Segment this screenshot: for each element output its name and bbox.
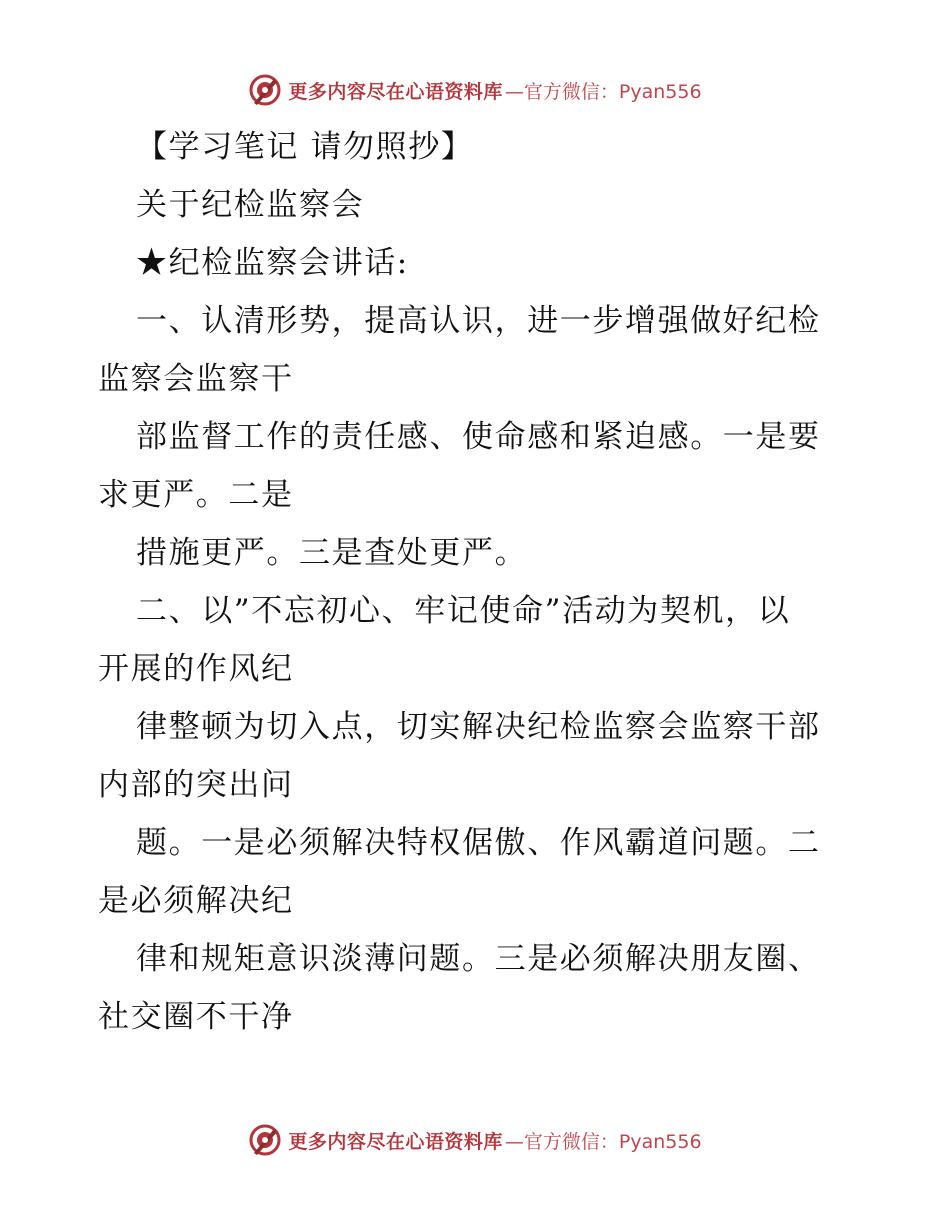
- doc-line-15: 律和规矩意识淡薄问题。三是必须解决朋友圈、: [136, 941, 821, 977]
- doc-line-11: 律整顿为切入点，切实解决纪检监察会监察干部: [136, 709, 821, 745]
- doc-line-3: ★纪检监察会讲话:: [136, 245, 409, 281]
- doc-line-2: 关于纪检监察会: [136, 187, 365, 223]
- doc-line-5: 监察会监察干: [98, 361, 294, 397]
- header-watermark: [0, 70, 950, 110]
- doc-line-4: 一、认清形势，提高认识，进一步增强做好纪检: [136, 303, 821, 339]
- doc-line-12: 内部的突出问: [98, 767, 294, 803]
- header-contact-text: —官方微信：Pyan556: [504, 80, 702, 103]
- doc-line-6: 部监督工作的责任感、使命感和紧迫感。一是要: [136, 419, 821, 455]
- footer-watermark-text: 更多内容尽在心语资料库: [288, 1130, 503, 1153]
- document-body: [98, 118, 858, 1046]
- header-watermark-text: 更多内容尽在心语资料库: [288, 80, 503, 103]
- footer-contact-text: —官方微信：Pyan556: [504, 1130, 702, 1153]
- pen-logo-icon: [248, 1123, 282, 1157]
- pen-logo-icon: [248, 73, 282, 107]
- doc-line-7: 求更严。二是: [98, 477, 294, 513]
- doc-line-14: 是必须解决纪: [98, 883, 294, 919]
- footer-watermark: [0, 1120, 950, 1160]
- doc-line-13: 题。一是必须解决特权倨傲、作风霸道问题。二: [136, 825, 821, 861]
- doc-line-9: 二、以”不忘初心、牢记使命”活动为契机，以: [136, 593, 791, 629]
- doc-line-1: 【学习笔记 请勿照抄】: [136, 129, 474, 165]
- doc-line-10: 开展的作风纪: [98, 651, 294, 687]
- doc-line-8: 措施更严。三是查处更严。: [136, 535, 528, 571]
- doc-line-16: 社交圈不干净: [98, 999, 294, 1035]
